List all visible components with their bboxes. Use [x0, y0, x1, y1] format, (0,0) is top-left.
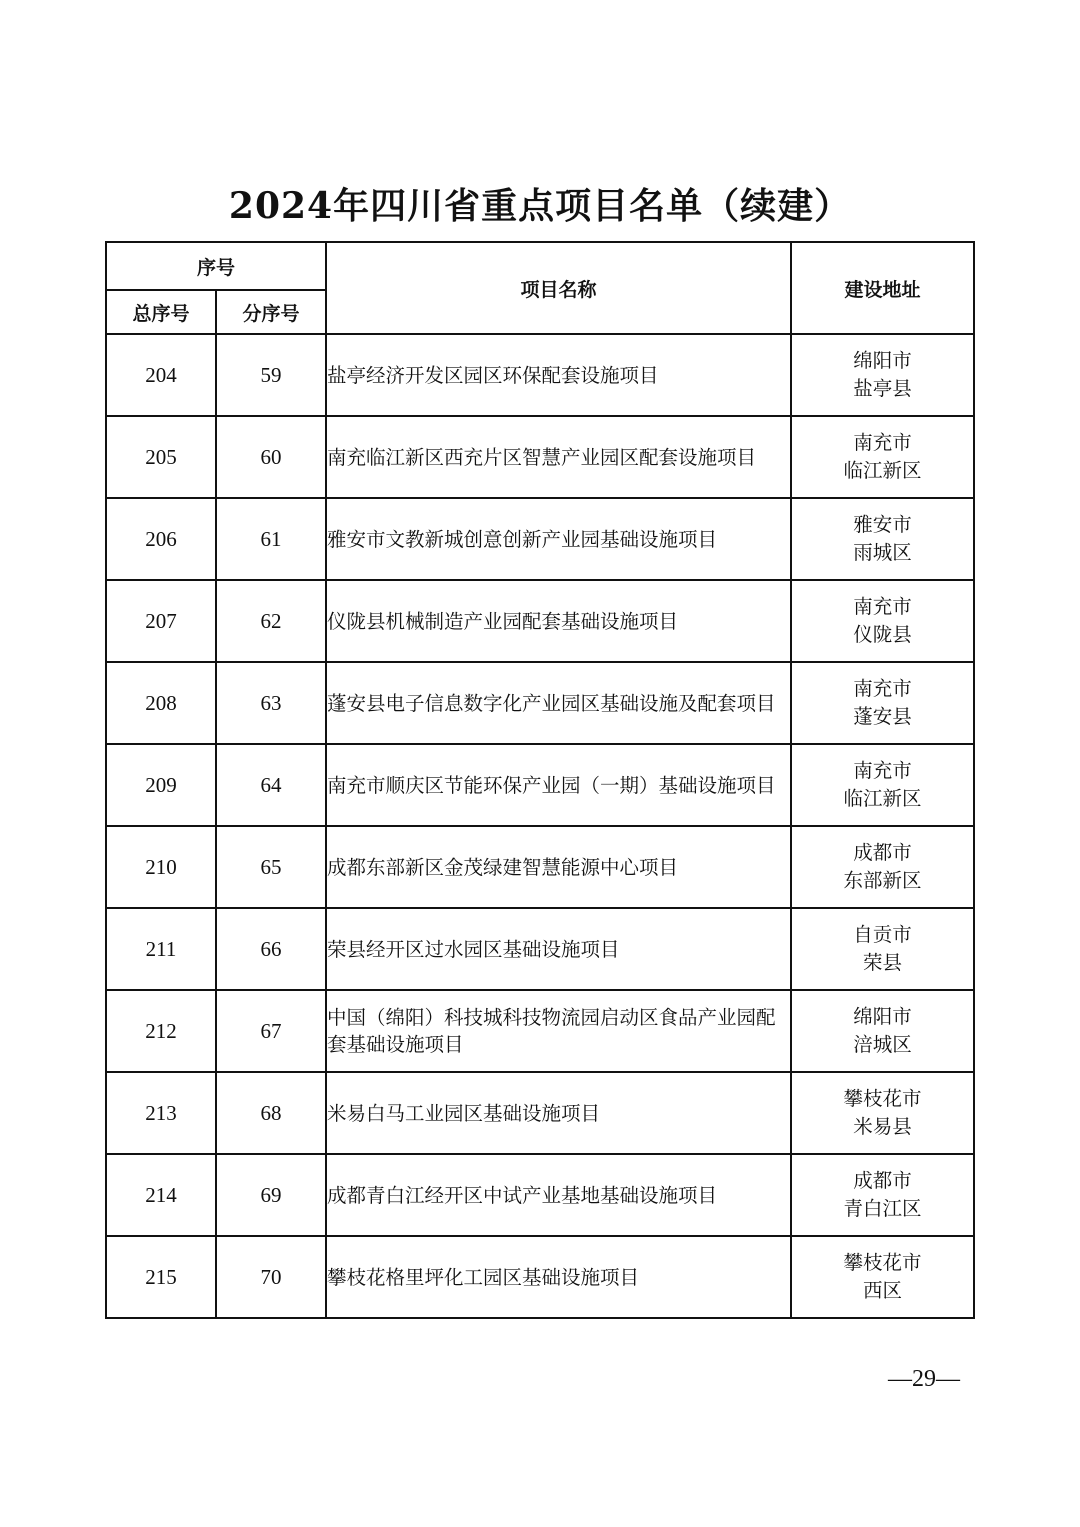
project-name-cell: 攀枝花格里坪化工园区基础设施项目	[326, 1236, 791, 1318]
location-district: 蓬安县	[853, 705, 912, 728]
table-row	[106, 990, 974, 1072]
location-district: 临江新区	[843, 787, 922, 810]
header-total-seq: 总序号	[106, 290, 216, 334]
table-row	[106, 416, 974, 498]
project-name-cell: 蓬安县电子信息数字化产业园区基础设施及配套项目	[326, 662, 791, 744]
header-project-name: 项目名称	[326, 242, 791, 334]
location-cell	[791, 334, 974, 416]
location-district: 西区	[863, 1279, 903, 1302]
sub-seq-cell: 63	[216, 662, 326, 744]
table-row	[106, 1236, 974, 1318]
total-seq-cell: 213	[106, 1072, 216, 1154]
table-row	[106, 826, 974, 908]
total-seq-cell: 205	[106, 416, 216, 498]
project-name-cell: 米易白马工业园区基础设施项目	[326, 1072, 791, 1154]
total-seq-cell: 215	[106, 1236, 216, 1318]
location-cell	[791, 1154, 974, 1236]
location-cell	[791, 498, 974, 580]
total-seq-cell: 206	[106, 498, 216, 580]
location-city: 雅安市	[853, 513, 912, 536]
table-row	[106, 1072, 974, 1154]
project-name-cell: 盐亭经济开发区园区环保配套设施项目	[326, 334, 791, 416]
table-row	[106, 1154, 974, 1236]
location-district: 涪城区	[853, 1033, 912, 1056]
sub-seq-cell: 60	[216, 416, 326, 498]
sub-seq-cell: 67	[216, 990, 326, 1072]
project-name-cell: 南充临江新区西充片区智慧产业园区配套设施项目	[326, 416, 791, 498]
location-city: 成都市	[853, 841, 912, 864]
page-number: —29—	[888, 1366, 960, 1392]
location-city: 南充市	[853, 677, 912, 700]
header-sub-seq: 分序号	[216, 290, 326, 334]
location-city: 成都市	[853, 1169, 912, 1192]
table-row	[106, 580, 974, 662]
table-row	[106, 662, 974, 744]
sub-seq-cell: 64	[216, 744, 326, 826]
location-cell	[791, 1236, 974, 1318]
location-district: 青白江区	[843, 1197, 922, 1220]
header-location: 建设地址	[791, 242, 974, 334]
header-seq-group: 序号	[106, 242, 326, 290]
location-cell	[791, 826, 974, 908]
total-seq-cell: 204	[106, 334, 216, 416]
location-district: 雨城区	[853, 541, 912, 564]
total-seq-cell: 212	[106, 990, 216, 1072]
location-district: 东部新区	[843, 869, 922, 892]
location-cell	[791, 416, 974, 498]
sub-seq-cell: 70	[216, 1236, 326, 1318]
location-district: 临江新区	[843, 459, 922, 482]
project-name-cell: 南充市顺庆区节能环保产业园（一期）基础设施项目	[326, 744, 791, 826]
location-cell	[791, 990, 974, 1072]
sub-seq-cell: 65	[216, 826, 326, 908]
location-district: 仪陇县	[853, 623, 912, 646]
location-city: 南充市	[853, 759, 912, 782]
location-cell	[791, 908, 974, 990]
project-name-cell: 中国（绵阳）科技城科技物流园启动区食品产业园配套基础设施项目	[326, 990, 791, 1072]
sub-seq-cell: 66	[216, 908, 326, 990]
total-seq-cell: 207	[106, 580, 216, 662]
location-district: 米易县	[853, 1115, 912, 1138]
total-seq-cell: 211	[106, 908, 216, 990]
location-cell	[791, 744, 974, 826]
location-city: 攀枝花市	[843, 1087, 922, 1110]
location-city: 攀枝花市	[843, 1251, 922, 1274]
sub-seq-cell: 61	[216, 498, 326, 580]
table-row	[106, 498, 974, 580]
table-row	[106, 744, 974, 826]
total-seq-cell: 209	[106, 744, 216, 826]
location-city: 自贡市	[853, 923, 912, 946]
project-name-cell: 荣县经开区过水园区基础设施项目	[326, 908, 791, 990]
sub-seq-cell: 69	[216, 1154, 326, 1236]
sub-seq-cell: 68	[216, 1072, 326, 1154]
project-name-cell: 仪陇县机械制造产业园配套基础设施项目	[326, 580, 791, 662]
project-table	[105, 241, 975, 1319]
project-name-cell: 雅安市文教新城创意创新产业园基础设施项目	[326, 498, 791, 580]
location-cell	[791, 662, 974, 744]
total-seq-cell: 214	[106, 1154, 216, 1236]
location-city: 南充市	[853, 431, 912, 454]
location-cell	[791, 580, 974, 662]
project-name-cell: 成都东部新区金茂绿建智慧能源中心项目	[326, 826, 791, 908]
document-title: 2024年四川省重点项目名单（续建）	[228, 185, 852, 227]
location-cell	[791, 1072, 974, 1154]
sub-seq-cell: 59	[216, 334, 326, 416]
table-row	[106, 334, 974, 416]
project-name-cell: 成都青白江经开区中试产业基地基础设施项目	[326, 1154, 791, 1236]
total-seq-cell: 208	[106, 662, 216, 744]
location-district: 盐亭县	[853, 377, 912, 400]
location-district: 荣县	[863, 951, 903, 974]
table-row	[106, 908, 974, 990]
location-city: 绵阳市	[853, 1005, 912, 1028]
location-city: 南充市	[853, 595, 912, 618]
location-city: 绵阳市	[853, 349, 912, 372]
total-seq-cell: 210	[106, 826, 216, 908]
sub-seq-cell: 62	[216, 580, 326, 662]
